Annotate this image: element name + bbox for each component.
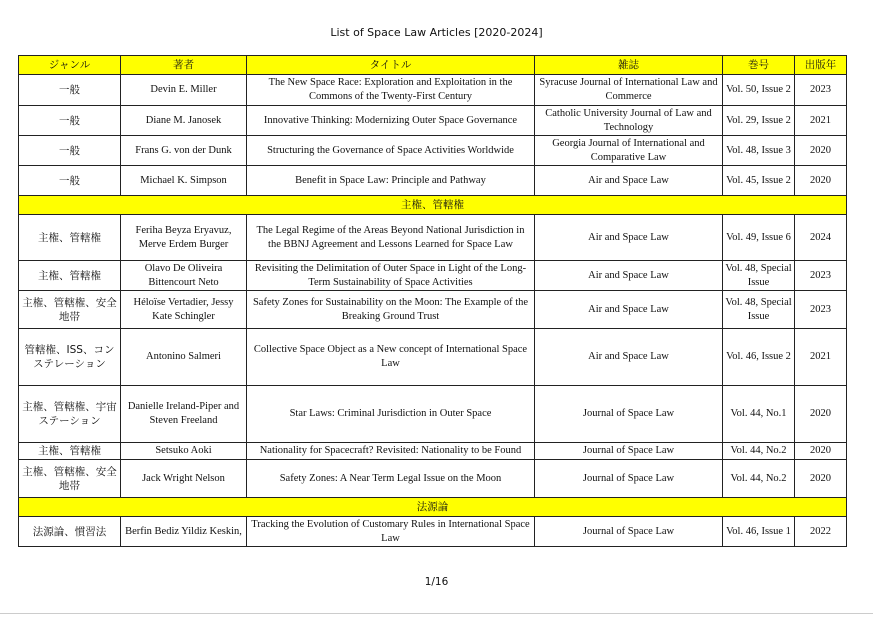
cell-title: Revisiting the Delimitation of Outer Space in Light of the Long-Term Sustainability of Space Activities <box>247 261 535 291</box>
cell-volume: Vol. 45, Issue 2 <box>723 166 795 196</box>
page-divider <box>0 613 873 614</box>
cell-genre: 一般 <box>19 75 121 106</box>
cell-journal: Air and Space Law <box>535 291 723 329</box>
header-title: タイトル <box>247 56 535 75</box>
table-row <box>19 215 847 261</box>
cell-author: Devin E. Miller <box>121 75 247 106</box>
cell-author: Héloïse Vertadier, Jessy Kate Schingler <box>121 291 247 329</box>
cell-journal: Air and Space Law <box>535 166 723 196</box>
cell-volume: Vol. 50, Issue 2 <box>723 75 795 106</box>
cell-volume: Vol. 29, Issue 2 <box>723 106 795 136</box>
table-row <box>19 261 847 291</box>
cell-volume: Vol. 48, Special Issue <box>723 291 795 329</box>
cell-genre: 一般 <box>19 136 121 166</box>
cell-journal: Air and Space Law <box>535 261 723 291</box>
cell-journal: Syracuse Journal of International Law and Commerce <box>535 75 723 106</box>
cell-genre: 法源論、慣習法 <box>19 517 121 547</box>
header-journal: 雑誌 <box>535 56 723 75</box>
cell-year: 2020 <box>795 386 847 443</box>
cell-title: The Legal Regime of the Areas Beyond National Jurisdiction in the BBNJ Agreement and Lessons Learned for Space Law <box>247 215 535 261</box>
table-row <box>19 517 847 547</box>
cell-volume: Vol. 44, No.1 <box>723 386 795 443</box>
cell-journal: Journal of Space Law <box>535 443 723 460</box>
cell-volume: Vol. 48, Issue 3 <box>723 136 795 166</box>
cell-year: 2020 <box>795 443 847 460</box>
table-row <box>19 329 847 386</box>
header-volume: 巻号 <box>723 56 795 75</box>
cell-title: Safety Zones for Sustainability on the Moon: The Example of the Breaking Ground Trust <box>247 291 535 329</box>
section-row <box>19 196 847 215</box>
table-row <box>19 75 847 106</box>
cell-author: Setsuko Aoki <box>121 443 247 460</box>
cell-author: Feriha Beyza Eryavuz, Merve Erdem Burger <box>121 215 247 261</box>
cell-journal: Journal of Space Law <box>535 386 723 443</box>
cell-genre: 主権、管轄権 <box>19 443 121 460</box>
cell-year: 2023 <box>795 291 847 329</box>
cell-year: 2020 <box>795 166 847 196</box>
cell-volume: Vol. 46, Issue 2 <box>723 329 795 386</box>
cell-title: The New Space Race: Exploration and Exploitation in the Commons of the Twenty-First Century <box>247 75 535 106</box>
cell-journal: Air and Space Law <box>535 215 723 261</box>
cell-title: Structuring the Governance of Space Activities Worldwide <box>247 136 535 166</box>
cell-journal: Journal of Space Law <box>535 517 723 547</box>
table-row <box>19 166 847 196</box>
table-row <box>19 460 847 498</box>
cell-year: 2022 <box>795 517 847 547</box>
cell-title: Benefit in Space Law: Principle and Pathway <box>247 166 535 196</box>
cell-volume: Vol. 44, No.2 <box>723 460 795 498</box>
table-row <box>19 386 847 443</box>
cell-author: Berfin Bediz Yildiz Keskin, <box>121 517 247 547</box>
cell-volume: Vol. 46, Issue 1 <box>723 517 795 547</box>
cell-author: Diane M. Janosek <box>121 106 247 136</box>
page-number: 1/16 <box>424 576 449 588</box>
cell-title: Collective Space Object as a New concept of International Space Law <box>247 329 535 386</box>
cell-title: Innovative Thinking: Modernizing Outer Space Governance <box>247 106 535 136</box>
cell-genre: 一般 <box>19 166 121 196</box>
cell-author: Danielle Ireland-Piper and Steven Freeland <box>121 386 247 443</box>
header-year: 出版年 <box>795 56 847 75</box>
cell-author: Olavo De Oliveira Bittencourt Neto <box>121 261 247 291</box>
cell-title: Star Laws: Criminal Jurisdiction in Outer Space <box>247 386 535 443</box>
cell-author: Frans G. von der Dunk <box>121 136 247 166</box>
cell-author: Jack Wright Nelson <box>121 460 247 498</box>
table-row <box>19 291 847 329</box>
cell-journal: Air and Space Law <box>535 329 723 386</box>
section-row <box>19 498 847 517</box>
articles-table <box>18 55 847 547</box>
cell-genre: 主権、管轄権、宇宙ステーション <box>19 386 121 443</box>
header-row <box>19 56 847 75</box>
cell-author: Antonino Salmeri <box>121 329 247 386</box>
cell-author: Michael K. Simpson <box>121 166 247 196</box>
cell-year: 2020 <box>795 460 847 498</box>
header-author: 著者 <box>121 56 247 75</box>
table-row <box>19 106 847 136</box>
cell-journal: Journal of Space Law <box>535 460 723 498</box>
cell-genre: 主権、管轄権 <box>19 261 121 291</box>
cell-genre: 管轄権、ISS、コンステレーション <box>19 329 121 386</box>
cell-journal: Catholic University Journal of Law and Technology <box>535 106 723 136</box>
cell-year: 2021 <box>795 329 847 386</box>
cell-year: 2021 <box>795 106 847 136</box>
cell-title: Safety Zones: A Near Term Legal Issue on the Moon <box>247 460 535 498</box>
cell-genre: 主権、管轄権、安全地帯 <box>19 291 121 329</box>
cell-volume: Vol. 49, Issue 6 <box>723 215 795 261</box>
cell-genre: 主権、管轄権、安全地帯 <box>19 460 121 498</box>
cell-journal: Georgia Journal of International and Comparative Law <box>535 136 723 166</box>
page-title: List of Space Law Articles [2020-2024] <box>330 26 543 39</box>
cell-genre: 一般 <box>19 106 121 136</box>
cell-year: 2023 <box>795 75 847 106</box>
cell-volume: Vol. 48, Special Issue <box>723 261 795 291</box>
cell-year: 2020 <box>795 136 847 166</box>
cell-genre: 主権、管轄権 <box>19 215 121 261</box>
cell-year: 2023 <box>795 261 847 291</box>
cell-title: Tracking the Evolution of Customary Rules in International Space Law <box>247 517 535 547</box>
section-heading: 主権、管轄権 <box>19 196 847 215</box>
table-row <box>19 136 847 166</box>
cell-title: Nationality for Spacecraft? Revisited: Nationality to be Found <box>247 443 535 460</box>
cell-year: 2024 <box>795 215 847 261</box>
section-heading: 法源論 <box>19 498 847 517</box>
table-row <box>19 443 847 460</box>
cell-volume: Vol. 44, No.2 <box>723 443 795 460</box>
header-genre: ジャンル <box>19 56 121 75</box>
